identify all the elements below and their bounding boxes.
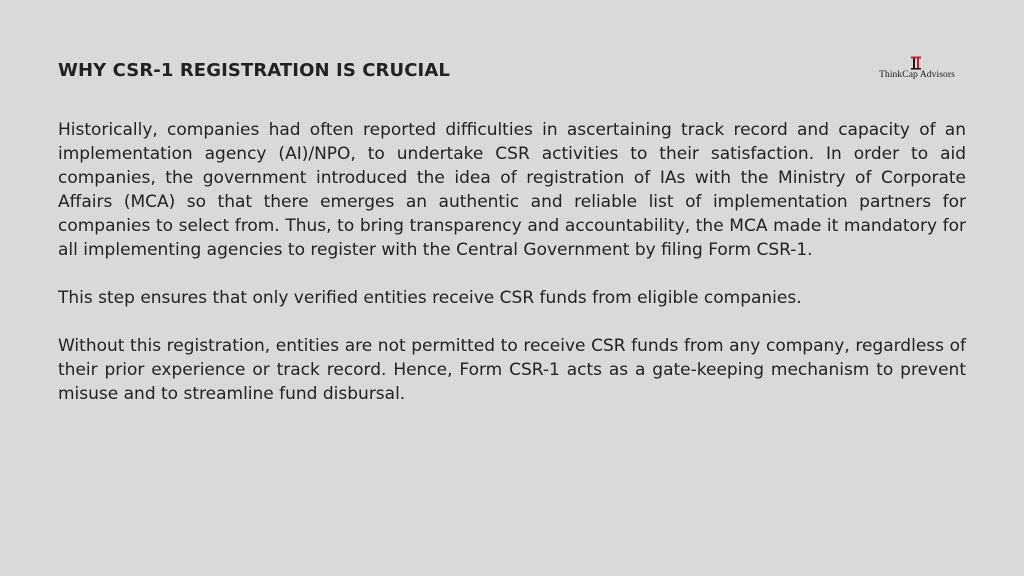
paragraph-history: Historically, companies had often reported difficulties in ascertaining track record and capacity of an implementation agency (AI)/NPO, to undertake CSR activities to their satisfaction. In order to aid companies, the government introduced the idea of registration of IAs with the Ministry of Corporate Affairs (MCA) so that there emerges an authentic and reliable list of implementation partners for companies to select from. Thus, to bring transparency and accountability, the MCA made it mandatory for all implementing agencies to register with the Central Government by filing Form CSR-1. xyxy=(58,120,966,260)
logo-pillar-icon xyxy=(910,56,922,70)
slide-title: WHY CSR-1 REGISTRATION IS CRUCIAL xyxy=(58,60,450,81)
logo-name-part2: Advisors xyxy=(919,70,955,80)
thinkcap-advisors-logo xyxy=(868,56,966,82)
paragraph-gatekeeping: Without this registration, entities are not permitted to receive CSR funds from any company, regardless of their prior experience or track record. Hence, Form CSR-1 acts as a gate-keeping mechanism to prevent misuse and to streamline fund disbursal. xyxy=(58,336,966,404)
logo-name-part1: ThinkCap xyxy=(879,70,918,80)
slide-body xyxy=(58,118,966,430)
paragraph-verification: This step ensures that only verified entities receive CSR funds from eligible companies. xyxy=(58,288,802,308)
logo-wordmark xyxy=(868,70,966,80)
